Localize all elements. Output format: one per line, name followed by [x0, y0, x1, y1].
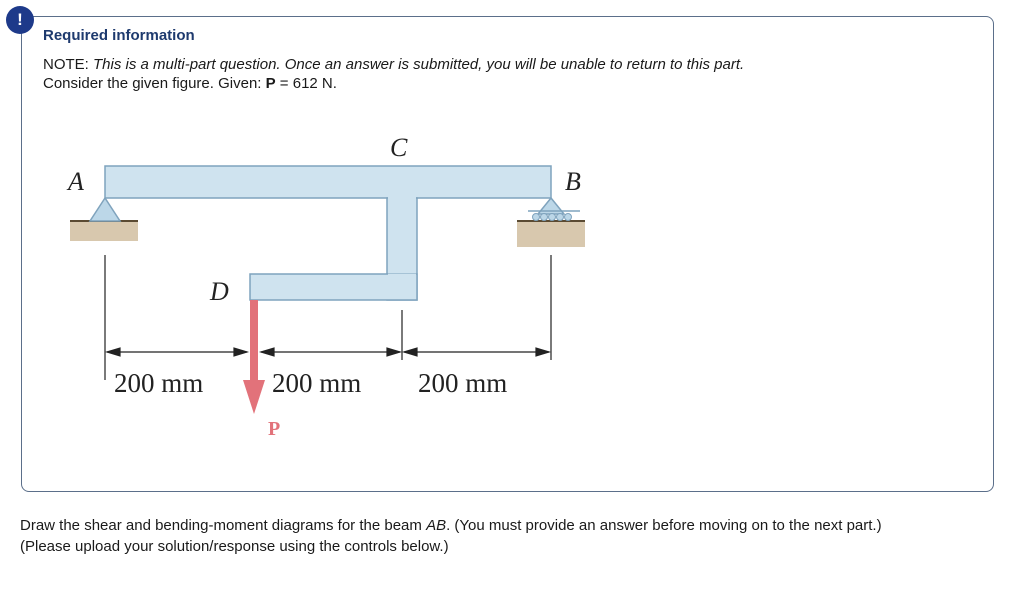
alert-icon	[6, 6, 34, 34]
task-part1: Draw the shear and bending-moment diagrams for the beam	[20, 517, 427, 534]
given-prefix: Consider the given figure. Given:	[43, 75, 266, 92]
bracket-horizontal	[250, 274, 417, 300]
task-line2: (Please upload your solution/response using the controls below.)	[20, 538, 449, 555]
given-value: = 612 N.	[275, 75, 337, 92]
note-body: This is a multi-part question. Once an answer is submitted, you will be unable to return to this part.	[93, 56, 745, 73]
pin-support-a	[90, 198, 120, 221]
given-text	[43, 75, 337, 92]
task-instructions	[20, 515, 1010, 557]
dimension-label-1: 200 mm	[114, 368, 204, 398]
load-p-arrowhead	[243, 380, 265, 414]
label-p: P	[268, 418, 281, 440]
beam-figure	[50, 110, 610, 440]
required-information-title: Required information	[43, 27, 195, 44]
dimension-line	[107, 348, 549, 356]
ground-a	[70, 221, 138, 241]
task-beam: AB	[426, 517, 447, 534]
dimension-label-2: 200 mm	[272, 368, 362, 398]
load-p-shaft	[250, 300, 258, 380]
dimension-label-3: 200 mm	[418, 368, 508, 398]
label-c: C	[390, 133, 408, 162]
exclamation-icon: !	[17, 10, 23, 29]
note-text	[43, 56, 744, 73]
label-b: B	[565, 167, 581, 196]
label-d: D	[210, 277, 229, 306]
beam-ab	[105, 166, 551, 198]
note-prefix: NOTE:	[43, 56, 94, 73]
task-part2: . (You must provide an answer before moving on to the next part.)	[446, 517, 882, 534]
label-a: A	[68, 167, 84, 196]
ground-b	[517, 221, 585, 247]
given-symbol: P	[265, 75, 276, 92]
